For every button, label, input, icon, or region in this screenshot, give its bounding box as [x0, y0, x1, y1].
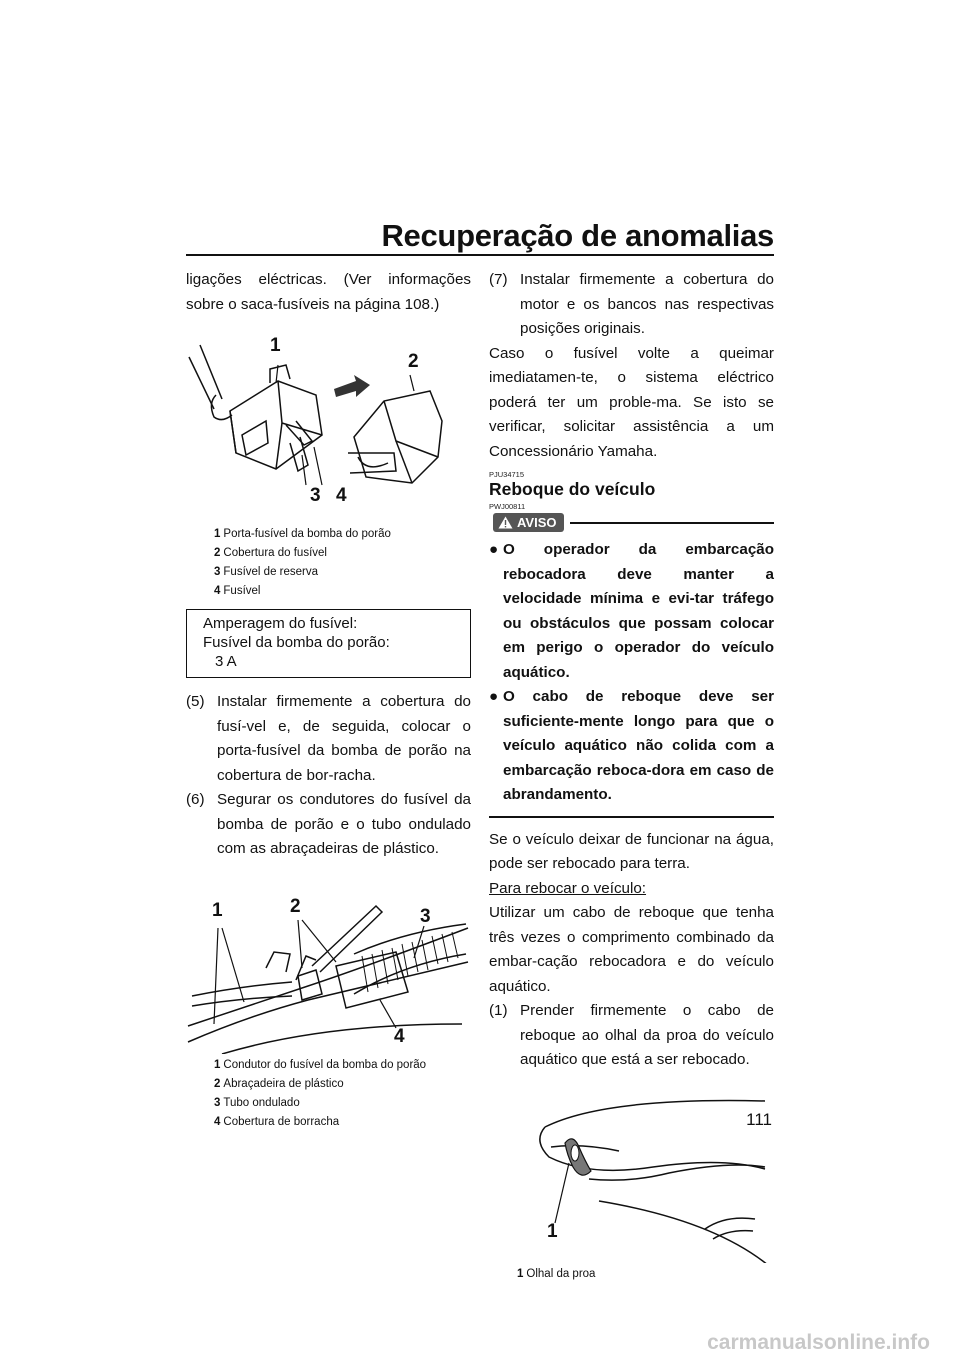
warning-item: ● O operador da embarcação rebocadora deve manter a velocidade mínima e evi-tar tráfego ou obstáculos que possam colocar em perigo o operador do veículo aquático. [489, 541, 774, 681]
hose-clamp-figure [186, 884, 471, 1054]
legend-item: 2 Cobertura do fusível [214, 547, 327, 559]
callout-2: 2 [408, 351, 419, 372]
callout-3: 3 [420, 905, 431, 927]
warning-rule [570, 522, 775, 524]
fig3-legend [517, 1265, 774, 1284]
legend-item: 3 Fusível de reserva [214, 566, 319, 578]
step-7: (7) Instalar firmemente a cobertura do motor e os bancos nas respectivas posições originais. [489, 271, 774, 337]
warning-label: AVISO [517, 515, 557, 530]
bow-eye-illustration [489, 1083, 774, 1263]
legend-item: 4 Cobertura de borracha [214, 1115, 340, 1128]
step-6: (6) Segurar os condutores do fusível da bomba de porão e o tubo ondulado com as abraçadeiras de plástico. [186, 791, 471, 857]
right-column [489, 268, 774, 1284]
watermark: carmanualsonline.info [707, 1331, 930, 1354]
spec-value: 3 A [215, 653, 237, 670]
section-title: Reboque do veículo [489, 479, 656, 499]
callout-4: 4 [336, 485, 347, 506]
paragraph: Utilizar um cabo de reboque que tenha três vezes o comprimento combinado da embar-cação rebocadora e do veículo aquático. [489, 904, 774, 995]
fuse-amperage-box [186, 609, 471, 678]
legend-item: 4 Fusível [214, 585, 261, 597]
section-code: PJU34715 [489, 470, 525, 479]
paragraph: Se o veículo deixar de funcionar na água, pode ser rebocado para terra. [489, 830, 774, 872]
warning-item: ● O cabo de reboque deve ser suficiente-mente longo para que o veículo aquático não colida com a embarcação reboca-dora em caso de abrandamento. [489, 688, 774, 803]
step-5: (5) Instalar firmemente a cobertura do fusí-vel e, de seguida, colocar o porta-fusível da bomba de porão na cobertura de bor-racha. [186, 693, 471, 784]
callout-1: 1 [212, 899, 223, 921]
step-1: (1) Prender firmemente o cabo de reboque ao olhal da proa do veículo aquático que está a ser rebocado. [489, 1002, 774, 1068]
callout-2: 2 [290, 895, 301, 917]
legend-item: 1 Porta-fusível da bomba do porão [214, 528, 391, 540]
callout-1: 1 [547, 1220, 558, 1242]
warning-header [489, 513, 774, 532]
fuse-holder-figure [186, 325, 471, 505]
callout-4: 4 [394, 1025, 405, 1047]
spec-line: Fusível da bomba do porão: [203, 634, 390, 651]
warning-list [489, 538, 774, 808]
legend-item: 3 Tubo ondulado [214, 1096, 300, 1109]
spec-line: Amperagem do fusível: [203, 615, 358, 632]
legend-item: 2 Abraçadeira de plástico [214, 1077, 344, 1090]
steps-5-6 [186, 690, 471, 862]
warning-end-rule [489, 816, 774, 818]
legend-item: 1 Olhal da proa [517, 1267, 596, 1280]
fig2-legend [214, 1056, 471, 1132]
callout-1: 1 [270, 335, 281, 356]
paragraph: Caso o fusível volte a queimar imediatamen-te, o sistema eléctrico poderá ter um proble-ma. Se isto se verificar, solicitar assistência a um Concessionário Yamaha. [489, 344, 774, 460]
warning-code: PWJ00811 [489, 502, 526, 511]
warning-badge [493, 513, 564, 532]
subheading: Para rebocar o veículo: [489, 879, 647, 897]
header-rule [186, 254, 774, 256]
page-number: 111 [746, 1110, 772, 1129]
left-column [186, 268, 471, 1132]
fuse-holder-illustration [186, 325, 471, 505]
legend-item: 1 Condutor do fusível da bomba do porão [214, 1058, 427, 1071]
intro-paragraph: ligações eléctricas. (Ver informações sobre o saca-fusíveis na página 108.) [186, 271, 471, 313]
callout-3: 3 [310, 485, 321, 506]
page-title: Recuperação de anomalias [381, 218, 774, 253]
warning-triangle-icon [498, 516, 513, 529]
fig1-legend [214, 525, 471, 601]
bow-eye-figure [489, 1083, 774, 1263]
